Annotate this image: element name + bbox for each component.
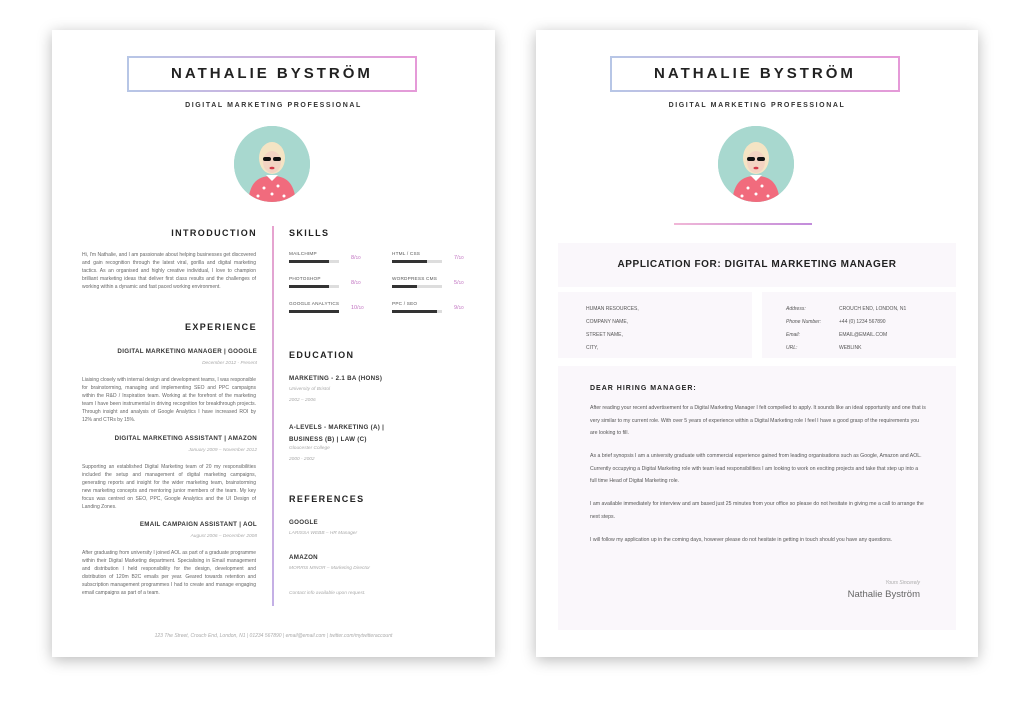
skill-bar (392, 310, 442, 313)
education-school: Gloucester College (289, 446, 330, 451)
reference-company: AMAZON (289, 554, 318, 561)
references-heading: REFERENCES (289, 494, 365, 504)
skill-item (289, 276, 377, 286)
contact-value: WEBLINK (839, 345, 862, 351)
contact-value: EMAIL@EMAIL.COM (839, 332, 888, 338)
skill-score-value: 5 (454, 280, 458, 286)
skill-score (351, 255, 361, 261)
avatar (718, 126, 794, 202)
skill-bar (289, 260, 339, 263)
skill-bar (392, 285, 442, 288)
skill-score-max: 10 (355, 280, 361, 285)
skill-name: MAILCHIMP (289, 251, 317, 256)
contact-value: CROUCH END, LONDON, N1 (839, 306, 907, 312)
skill-score-slash: / (457, 255, 459, 261)
skill-name: PHOTOSHOP (289, 276, 321, 281)
skill-name: HTML / CSS (392, 251, 421, 256)
letter-greeting: DEAR HIRING MANAGER: (590, 385, 697, 392)
skill-score-max: 10 (458, 255, 464, 260)
skill-score-value: 8 (351, 280, 355, 286)
letter-paragraph: As a brief synopsis I am a university graduate with commercial experience gained from leading organisations such as Google, Amazon and AOL. Currently occupying a Digital Marketing role with team lead responsibilities I am looking to work on exciting projects and take that step up into a full time Head of Digital Marketing role. (590, 453, 922, 484)
recipient-line: COMPANY NAME, (586, 319, 629, 325)
recipient-line: CITY, (586, 345, 599, 351)
skill-name: GOOGLE ANALYTICS (289, 301, 340, 306)
skill-item (289, 251, 377, 261)
skill-score-slash: / (457, 305, 459, 311)
education-dates: 2002 – 2006 (289, 398, 316, 403)
recipient-line: STREET NAME, (586, 332, 623, 338)
job-dates: December 2012 - Present (202, 361, 257, 366)
intro-text: Hi, I'm Nathalie, and I am passionate about helping businesses get discovered and gain recognition through the latest viral, gorilla and digital marketing tactics. As an organised and highly creative individual, I love to champion brilliant marketing ideas that deliver first class results and the challenges of working within a dynamic and fast paced working environment. (82, 252, 256, 290)
skill-score (454, 305, 464, 311)
education-heading: EDUCATION (289, 350, 355, 360)
letter-paragraph: After reading your recent advertisement for a Digital Marketing Manager I felt compelled to apply. It sounds like an ideal opportunity and one that is very similar to my current role. With over 5 years of experience within a Digital Marketing role I feel I have a good grasp of the requirements you are looking to fill. (590, 405, 926, 436)
education-dates: 2000 - 2002 (289, 457, 315, 462)
skills-heading: SKILLS (289, 228, 330, 238)
column-divider (272, 226, 274, 606)
job-title: EMAIL CAMPAIGN ASSISTANT | AOL (139, 521, 257, 528)
job-title: DIGITAL MARKETING ASSISTANT | AMAZON (114, 435, 257, 442)
intro-heading: INTRODUCTION (171, 228, 257, 238)
accent-divider (674, 223, 812, 225)
skill-bar-fill (289, 260, 329, 263)
skill-bar (392, 260, 442, 263)
resume-footer: 123 The Street, Crouch End, London, N1 | 01234 567890 | email@email.com | twitter.com/mytwitteraccount (154, 633, 393, 639)
contact-label: Phone Number: (786, 319, 822, 325)
skill-bar (289, 285, 339, 288)
job-description: After graduating from university I joined AOL as part of a graduate programme within their Digital Marketing department. Specialising in Email management and distribution I held responsibility for the design, development and distribution of 120m B2C emails per year. Geared towards retention and subscription management programmes I had to create and manage engaging email campaigns as part of a team. (82, 550, 256, 596)
letter-paragraph: I will follow my application up in the coming days, however please do not hesitate in getting in touch should you have any questions. (590, 537, 893, 543)
contact-label: Address: (786, 306, 806, 312)
job-dates: August 2006 – December 2008 (190, 534, 257, 539)
skill-score-slash: / (354, 255, 356, 261)
job-description: Supporting an established Digital Marketing team of 20 my responsibilities included the setup and management of digital marketing campaigns, generating reports and insight for the wider marketing team, brainstorming new marketing concepts and mentoring junior members of the team. My key focus was centred on SEO, PPC, Google Analytics and the UI Design of Landing Zones. (82, 464, 256, 510)
skill-name: WORDPRESS CMS (392, 276, 438, 281)
skill-score-slash: / (457, 280, 459, 286)
skill-score-value: 9 (454, 305, 458, 311)
skill-score-max: 10 (458, 280, 464, 285)
education-title: A-LEVELS - MARKETING (A) | BUSINESS (B) | LAW (C) (289, 424, 385, 443)
reference-company: GOOGLE (289, 519, 318, 526)
job-description: Liaising closely with internal design and development teams, I was responsible for brainstorming, managing and implementing SEO and PPC campaigns within the R&D / Inspiration team. Working at the forefront of the marketing team I have been instrumental in driving recognition for breakthrough projects. Through insight and analysis of Google Analytics I have increased ROI by 12% and CTRs by 15%. (82, 377, 256, 423)
skill-bar-fill (392, 310, 437, 313)
skill-score-slash: / (354, 280, 356, 286)
letter-signature: Nathalie Byström (847, 589, 920, 600)
avatar (234, 126, 310, 202)
job-dates: January 2009 – November 2012 (188, 448, 257, 453)
skill-score-max: 10 (358, 305, 364, 310)
recipient-line: HUMAN RESOURCES, (586, 306, 639, 312)
reference-note: Contact info available upon request. (289, 591, 366, 596)
skill-bar (289, 310, 339, 313)
contact-label: Email: (786, 332, 800, 338)
resume-name: NATHALIE BYSTRÖM (127, 56, 417, 92)
reference-person: LARISSA WEBB – HR Manager (289, 531, 358, 536)
skill-score-slash: / (357, 305, 359, 311)
resume-subtitle: DIGITAL MARKETING PROFESSIONAL (185, 102, 362, 109)
skill-bar-fill (289, 310, 339, 313)
skill-bar-fill (289, 285, 329, 288)
skill-item (289, 301, 377, 311)
skill-score-value: 8 (351, 255, 355, 261)
contact-label: URL: (786, 345, 798, 351)
reference-person: MORRIS MINOR – Marketing Director (289, 566, 371, 571)
job-title: DIGITAL MARKETING MANAGER | GOOGLE (117, 348, 257, 355)
skill-score-value: 7 (454, 255, 458, 261)
skill-score (454, 280, 464, 286)
letter-paragraph: I am available immediately for interview and am based just 25 minutes from your office so please do not hesitate in giving me a call to arrange the next steps. (590, 501, 924, 520)
skill-score (351, 305, 364, 311)
letter-name: NATHALIE BYSTRÖM (610, 56, 900, 92)
contact-value: +44 (0) 1234 567890 (839, 319, 886, 325)
resume-page (52, 30, 495, 657)
application-title: APPLICATION FOR: DIGITAL MARKETING MANAGER (617, 259, 897, 270)
experience-heading: EXPERIENCE (184, 322, 257, 332)
skill-score-max: 10 (355, 255, 361, 260)
letter-subtitle: DIGITAL MARKETING PROFESSIONAL (668, 102, 846, 109)
letter-closing: Yours Sincerely (885, 580, 920, 586)
education-school: University of Bristol (289, 387, 331, 392)
skill-item (392, 276, 480, 286)
skill-name: PPC / SEO (392, 301, 418, 306)
skill-score-max: 10 (458, 305, 464, 310)
skill-score (454, 255, 464, 261)
skill-bar-fill (392, 260, 427, 263)
skill-item (392, 301, 480, 311)
skill-bar-fill (392, 285, 417, 288)
education-title: MARKETING - 2.1 BA (HONS) (289, 375, 383, 382)
skill-score (351, 280, 361, 286)
skill-score-value: 10 (351, 305, 358, 311)
cover-letter-page (536, 30, 978, 657)
skill-item (392, 251, 480, 261)
